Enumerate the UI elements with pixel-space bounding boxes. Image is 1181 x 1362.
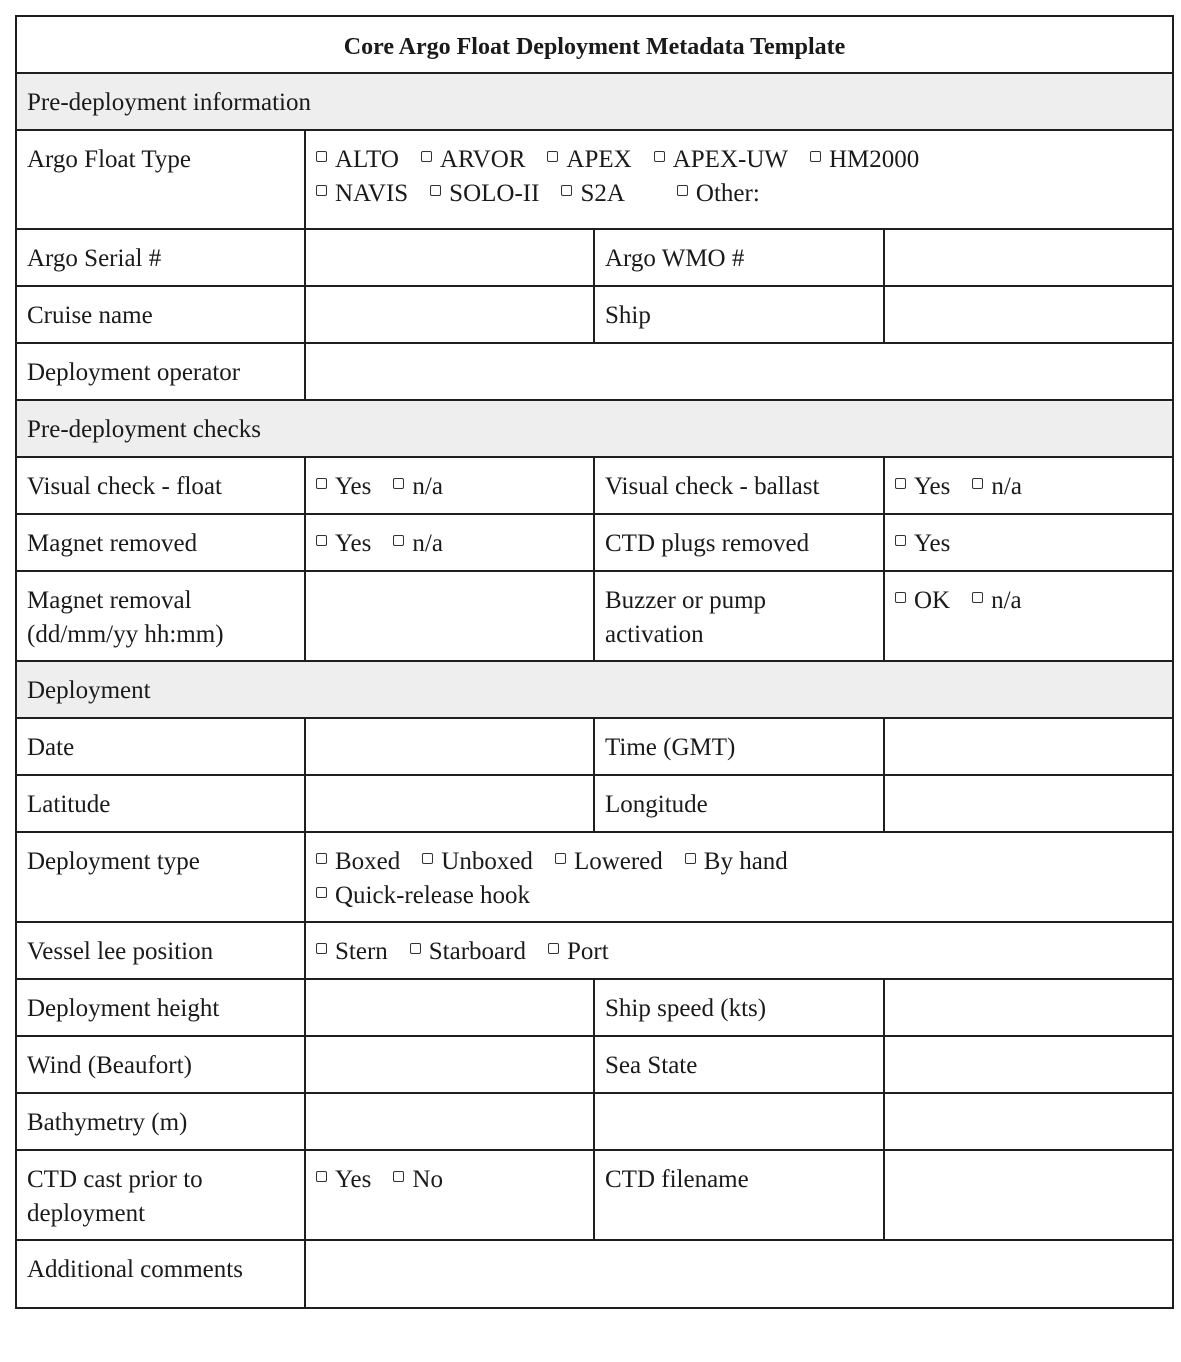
sea-state-label: Sea State — [594, 1036, 884, 1093]
option-hm2000[interactable]: HM2000 — [810, 143, 919, 177]
option-unboxed[interactable]: Unboxed — [422, 845, 533, 879]
option-apex-uw[interactable]: APEX-UW — [654, 143, 788, 177]
checkbox-icon[interactable] — [316, 887, 327, 898]
checkbox-icon[interactable] — [548, 943, 559, 954]
time-label: Time (GMT) — [594, 718, 884, 775]
checkbox-icon[interactable] — [422, 853, 433, 864]
deployment-type-options — [305, 832, 1173, 922]
option-s2a[interactable]: S2A — [561, 177, 624, 211]
option-apex[interactable]: APEX — [547, 143, 631, 177]
option-yes[interactable]: Yes — [895, 470, 950, 504]
option-yes[interactable]: Yes — [316, 470, 371, 504]
bathymetry-label: Bathymetry (m) — [16, 1093, 305, 1150]
option-alto[interactable]: ALTO — [316, 143, 399, 177]
ctd-filename-field[interactable] — [884, 1150, 1173, 1240]
magnet-removal-field[interactable] — [305, 571, 594, 661]
serial-label: Argo Serial # — [16, 229, 305, 286]
magnet-removal-label: Magnet removal (dd/mm/yy hh:mm) — [16, 571, 305, 661]
date-label: Date — [16, 718, 305, 775]
ctd-plugs-label: CTD plugs removed — [594, 514, 884, 571]
option-quick-release-hook[interactable]: Quick-release hook — [316, 879, 530, 913]
wind-field[interactable] — [305, 1036, 594, 1093]
visual-ballast-options — [884, 457, 1173, 514]
ctd-cast-label: CTD cast prior to deployment — [16, 1150, 305, 1240]
checkbox-icon[interactable] — [421, 151, 432, 162]
ship-field[interactable] — [884, 286, 1173, 343]
wind-label: Wind (Beaufort) — [16, 1036, 305, 1093]
option-na[interactable]: n/a — [393, 527, 443, 561]
metadata-form — [15, 15, 1172, 1309]
option-na[interactable]: n/a — [972, 584, 1022, 618]
option-navis[interactable]: NAVIS — [316, 177, 408, 211]
checkbox-icon[interactable] — [561, 185, 572, 196]
checkbox-icon[interactable] — [895, 592, 906, 603]
sea-state-field[interactable] — [884, 1036, 1173, 1093]
vessel-lee-label: Vessel lee position — [16, 922, 305, 979]
comments-field[interactable] — [305, 1240, 1173, 1308]
longitude-field[interactable] — [884, 775, 1173, 832]
checkbox-icon[interactable] — [410, 943, 421, 954]
checkbox-icon[interactable] — [654, 151, 665, 162]
magnet-removed-label: Magnet removed — [16, 514, 305, 571]
option-other[interactable]: Other: — [677, 177, 760, 211]
latitude-label: Latitude — [16, 775, 305, 832]
checkbox-icon[interactable] — [316, 535, 327, 546]
checkbox-icon[interactable] — [393, 535, 404, 546]
cruise-label: Cruise name — [16, 286, 305, 343]
visual-float-label: Visual check - float — [16, 457, 305, 514]
operator-label: Deployment operator — [16, 343, 305, 400]
ctd-filename-label: CTD filename — [594, 1150, 884, 1240]
ctd-cast-options — [305, 1150, 594, 1240]
option-port[interactable]: Port — [548, 935, 609, 969]
checkbox-icon[interactable] — [316, 185, 327, 196]
checkbox-icon[interactable] — [430, 185, 441, 196]
section-pre-deployment-checks: Pre-deployment checks — [16, 400, 1173, 457]
option-yes[interactable]: Yes — [316, 527, 371, 561]
vessel-lee-options — [305, 922, 1173, 979]
buzzer-label: Buzzer or pump activation — [594, 571, 884, 661]
option-yes[interactable]: Yes — [895, 527, 950, 561]
float-type-options — [305, 130, 1173, 229]
longitude-label: Longitude — [594, 775, 884, 832]
checkbox-icon[interactable] — [393, 478, 404, 489]
checkbox-icon[interactable] — [972, 592, 983, 603]
buzzer-options — [884, 571, 1173, 661]
option-no[interactable]: No — [393, 1163, 443, 1197]
option-starboard[interactable]: Starboard — [410, 935, 526, 969]
option-stern[interactable]: Stern — [316, 935, 388, 969]
option-yes[interactable]: Yes — [316, 1163, 371, 1197]
ship-label: Ship — [594, 286, 884, 343]
bathymetry-field[interactable] — [305, 1093, 594, 1150]
option-arvor[interactable]: ARVOR — [421, 143, 526, 177]
magnet-removed-options — [305, 514, 594, 571]
empty-cell[interactable] — [594, 1093, 884, 1150]
serial-field[interactable] — [305, 229, 594, 286]
checkbox-icon[interactable] — [895, 478, 906, 489]
option-na[interactable]: n/a — [972, 470, 1022, 504]
ship-speed-label: Ship speed (kts) — [594, 979, 884, 1036]
option-na[interactable]: n/a — [393, 470, 443, 504]
option-boxed[interactable]: Boxed — [316, 845, 400, 879]
checkbox-icon[interactable] — [547, 151, 558, 162]
checkbox-icon[interactable] — [677, 185, 688, 196]
section-deployment: Deployment — [16, 661, 1173, 718]
checkbox-icon[interactable] — [316, 853, 327, 864]
option-ok[interactable]: OK — [895, 584, 950, 618]
cruise-field[interactable] — [305, 286, 594, 343]
deployment-height-label: Deployment height — [16, 979, 305, 1036]
option-lowered[interactable]: Lowered — [555, 845, 663, 879]
latitude-field[interactable] — [305, 775, 594, 832]
checkbox-icon[interactable] — [685, 853, 696, 864]
comments-label: Additional comments — [16, 1240, 305, 1308]
date-field[interactable] — [305, 718, 594, 775]
form-table — [15, 15, 1174, 1309]
option-solo-ii[interactable]: SOLO-II — [430, 177, 539, 211]
section-pre-deployment-information: Pre-deployment information — [16, 73, 1173, 130]
checkbox-icon[interactable] — [316, 151, 327, 162]
checkbox-icon[interactable] — [555, 853, 566, 864]
float-type-label: Argo Float Type — [16, 130, 305, 229]
checkbox-icon[interactable] — [393, 1171, 404, 1182]
empty-cell[interactable] — [884, 1093, 1173, 1150]
wmo-label: Argo WMO # — [594, 229, 884, 286]
operator-field[interactable] — [305, 343, 1173, 400]
ctd-plugs-options — [884, 514, 1173, 571]
wmo-field[interactable] — [884, 229, 1173, 286]
checkbox-icon[interactable] — [316, 1171, 327, 1182]
deployment-type-label: Deployment type — [16, 832, 305, 922]
form-title: Core Argo Float Deployment Metadata Template — [16, 16, 1173, 73]
time-field[interactable] — [884, 718, 1173, 775]
checkbox-icon[interactable] — [972, 478, 983, 489]
checkbox-icon[interactable] — [316, 943, 327, 954]
checkbox-icon[interactable] — [316, 478, 327, 489]
visual-float-options — [305, 457, 594, 514]
option-by-hand[interactable]: By hand — [685, 845, 788, 879]
ship-speed-field[interactable] — [884, 979, 1173, 1036]
checkbox-icon[interactable] — [895, 535, 906, 546]
deployment-height-field[interactable] — [305, 979, 594, 1036]
checkbox-icon[interactable] — [810, 151, 821, 162]
visual-ballast-label: Visual check - ballast — [594, 457, 884, 514]
